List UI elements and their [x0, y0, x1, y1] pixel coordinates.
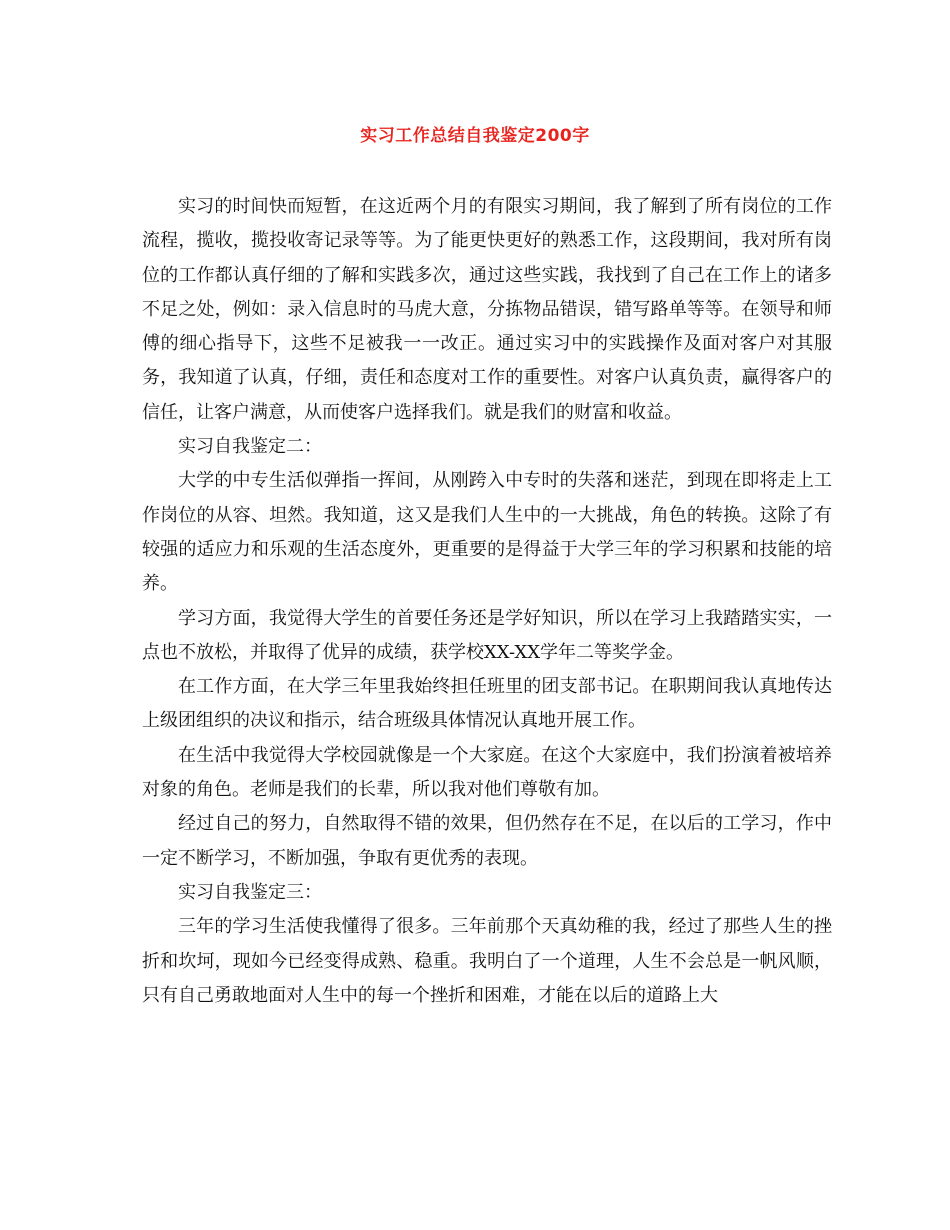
- document-body: [142, 190, 832, 1013]
- paragraph-effort: 经过自己的努力，自然取得不错的效果，但仍然存在不足，在以后的工学习，作中一定不断学习，不断加强，争取有更优秀的表现。: [142, 813, 832, 869]
- document-title: 实习工作总结自我鉴定200字: [360, 126, 590, 146]
- paragraph-college-life: 大学的中专生活似弹指一挥间，从刚跨入中专时的失落和迷茫，到现在即将走上工作岗位的从容、坦然。我知道，这又是我们人生中的一大挑战，角色的转换。这除了有较强的适应力和乐观的生活态度外，更重要的是得益于大学三年的学习积累和技能的培养。: [142, 470, 832, 595]
- paragraph-internship-summary: 实习的时间快而短暂，在这近两个月的有限实习期间，我了解到了所有岗位的工作流程，揽收，揽投收寄记录等等。为了能更快更好的熟悉工作，这段期间，我对所有岗位的工作都认真仔细的了解和实践多次，通过这些实践，我找到了自己在工作上的诸多不足之处，例如：录入信息时的马虎大意，分拣物品错误，错写路单等等。在领导和师傅的细心指导下，这些不足被我一一改正。通过实习中的实践操作及面对客户对其服务，我知道了认真，仔细，责任和态度对工作的重要性。对客户认真负责，赢得客户的信任，让客户满意，从而使客户选择我们。就是我们的财富和收益。: [142, 196, 832, 423]
- paragraph-work: 在工作方面，在大学三年里我始终担任班里的团支部书记。在职期间我认真地传达上级团组织的决议和指示，结合班级具体情况认真地开展工作。: [142, 676, 832, 732]
- paragraph-three-years: 三年的学习生活使我懂得了很多。三年前那个天真幼稚的我，经过了那些人生的挫折和坎坷，现如今已经变得成熟、稳重。我明白了一个道理，人生不会总是一帆风顺，只有自己勇敢地面对人生中的每一个挫折和困难，才能在以后的道路上大: [142, 916, 832, 1006]
- paragraph-life: 在生活中我觉得大学校园就像是一个大家庭。在这个大家庭中，我们扮演着被培养对象的角色。老师是我们的长辈，所以我对他们尊敬有加。: [142, 744, 832, 801]
- paragraph-study: 学习方面，我觉得大学生的首要任务还是学好知识，所以在学习上我踏踏实实，一点也不放松，并取得了优异的成绩，获学校XX-XX学年二等奖学金。: [142, 607, 832, 663]
- section-heading-appraisal-two: 实习自我鉴定二：: [178, 436, 322, 458]
- section-heading-appraisal-three: 实习自我鉴定三：: [178, 881, 322, 903]
